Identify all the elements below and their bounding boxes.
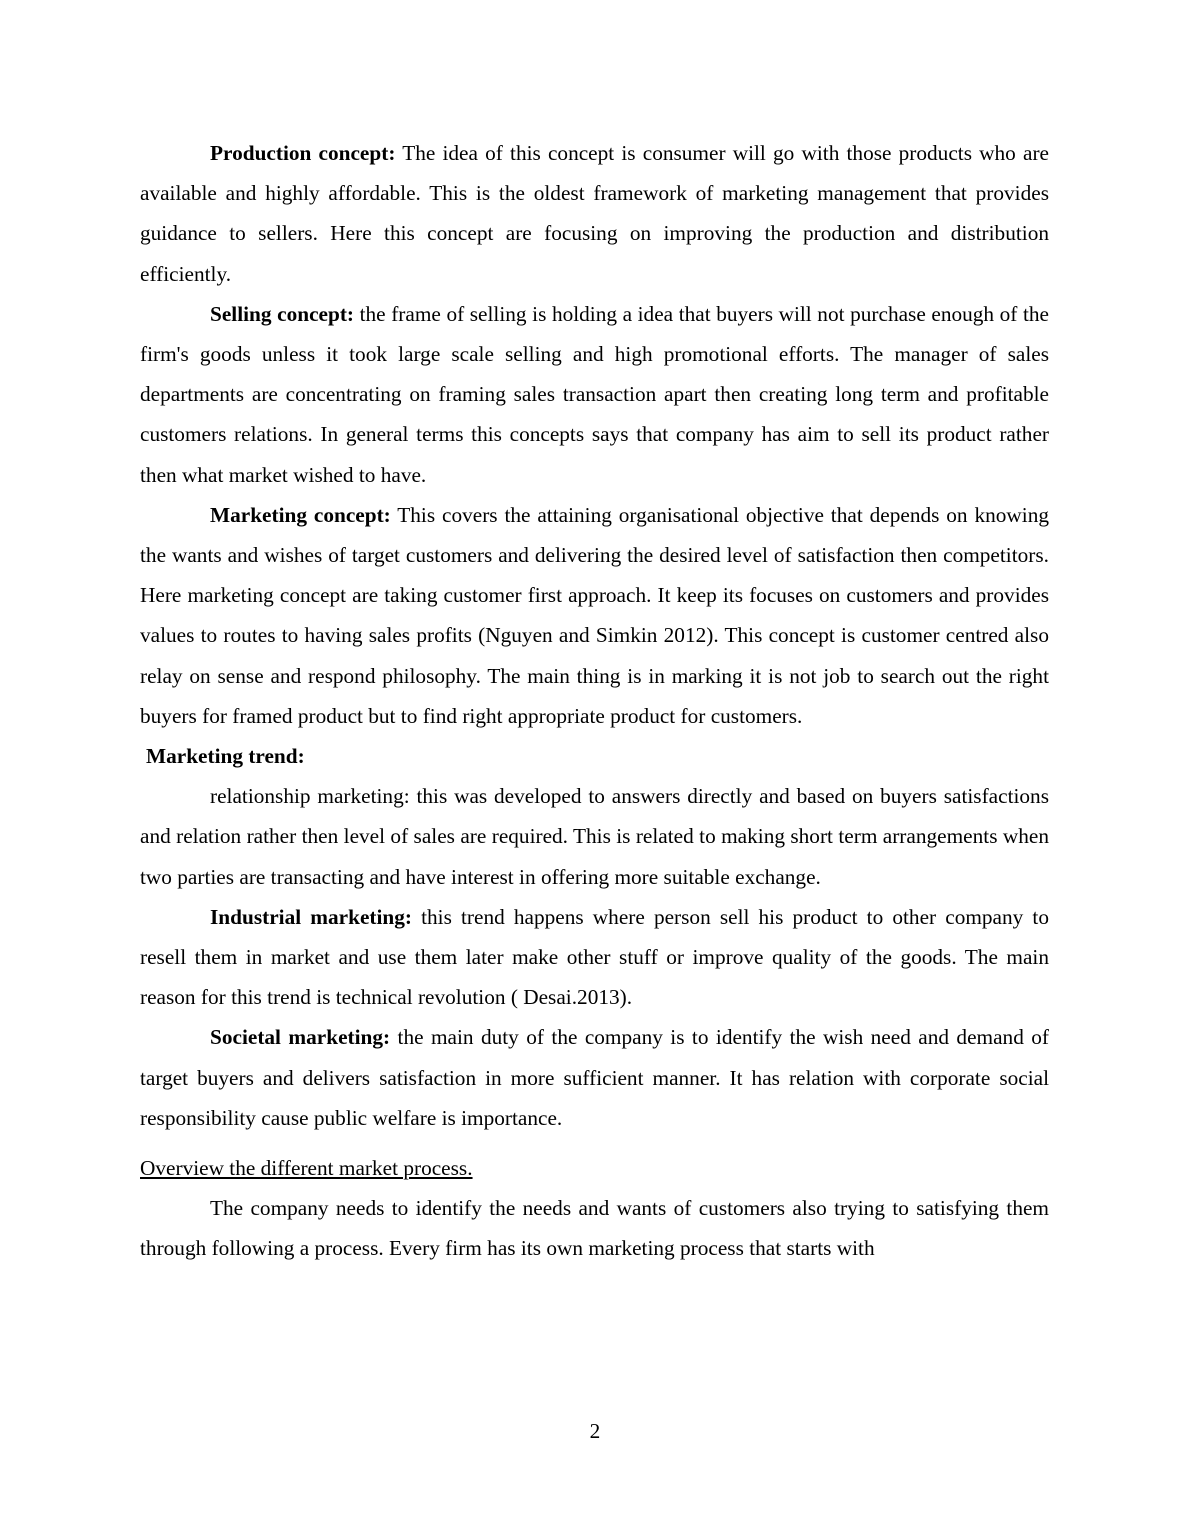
paragraph-text: the frame of selling is holding a idea that buyers will not purchase enough of the firm's goods unless it took large scale selling and high promotional efforts. The manager of sales departments are concentrating on framing sales transaction apart then creating long term and profitable customers relations. In general terms this concepts says that company has aim to sell its product rather then what market wished to have.: [140, 301, 1049, 487]
paragraph-societal-marketing: [140, 1017, 1049, 1138]
paragraph-relationship-marketing: relationship marketing: this was developed to answers directly and based on buyers satisfactions and relation rather then level of sales are required. This is related to making short term arrangements when two parties are transacting and have interest in offering more suitable exchange.: [140, 784, 1049, 889]
paragraph-marketing-concept: [140, 495, 1049, 736]
document-page: [140, 133, 1049, 1269]
paragraph-production-concept: [140, 133, 1049, 294]
section-title-market-process: Overview the different market process.: [140, 1156, 473, 1181]
paragraph-label: Industrial marketing:: [210, 904, 412, 929]
paragraph-label: Marketing concept:: [210, 502, 391, 527]
paragraph-text: This covers the attaining organisational objective that depends on knowing the wants and wishes of target customers and delivering the desired level of satisfaction then competitors. Here marketing concept are taking customer first approach. It keep its focuses on customers and provides values to routes to having sales profits (Nguyen and Simkin 2012). This concept is customer centred also relay on sense and respond philosophy. The main thing is in marking it is not job to search out the right buyers for framed product but to find right appropriate product for customers.: [140, 502, 1049, 728]
page-number: 2: [589, 1419, 601, 1443]
paragraph-text: the main duty of the company is to identify the wish need and demand of target buyers and delivers satisfaction in more sufficient manner. It has relation with corporate social responsibility cause public welfare is importance.: [140, 1025, 1049, 1130]
paragraph-industrial-marketing: [140, 897, 1049, 1018]
paragraph-market-process: The company needs to identify the needs and wants of customers also trying to satisfying them through following a process. Every firm has its own marketing process that starts with: [140, 1196, 1049, 1261]
paragraph-label: Production concept:: [210, 141, 396, 165]
paragraph-selling-concept: [140, 294, 1049, 495]
marketing-trend-heading: Marketing trend:: [146, 744, 305, 769]
paragraph-text: this trend happens where person sell his product to other company to resell them in market and use them later make other stuff or improve quality of the goods. The main reason for this trend is technical revolution ( Desai.2013).: [140, 904, 1049, 1010]
paragraph-label: Societal marketing:: [210, 1025, 391, 1050]
paragraph-label: Selling concept:: [210, 301, 355, 326]
paragraph-text: The idea of this concept is consumer will go with those products who are available and highly affordable. This is the oldest framework of marketing management that provides guidance to sellers. Here this concept are focusing on improving the production and distribution efficiently.: [140, 141, 1049, 286]
